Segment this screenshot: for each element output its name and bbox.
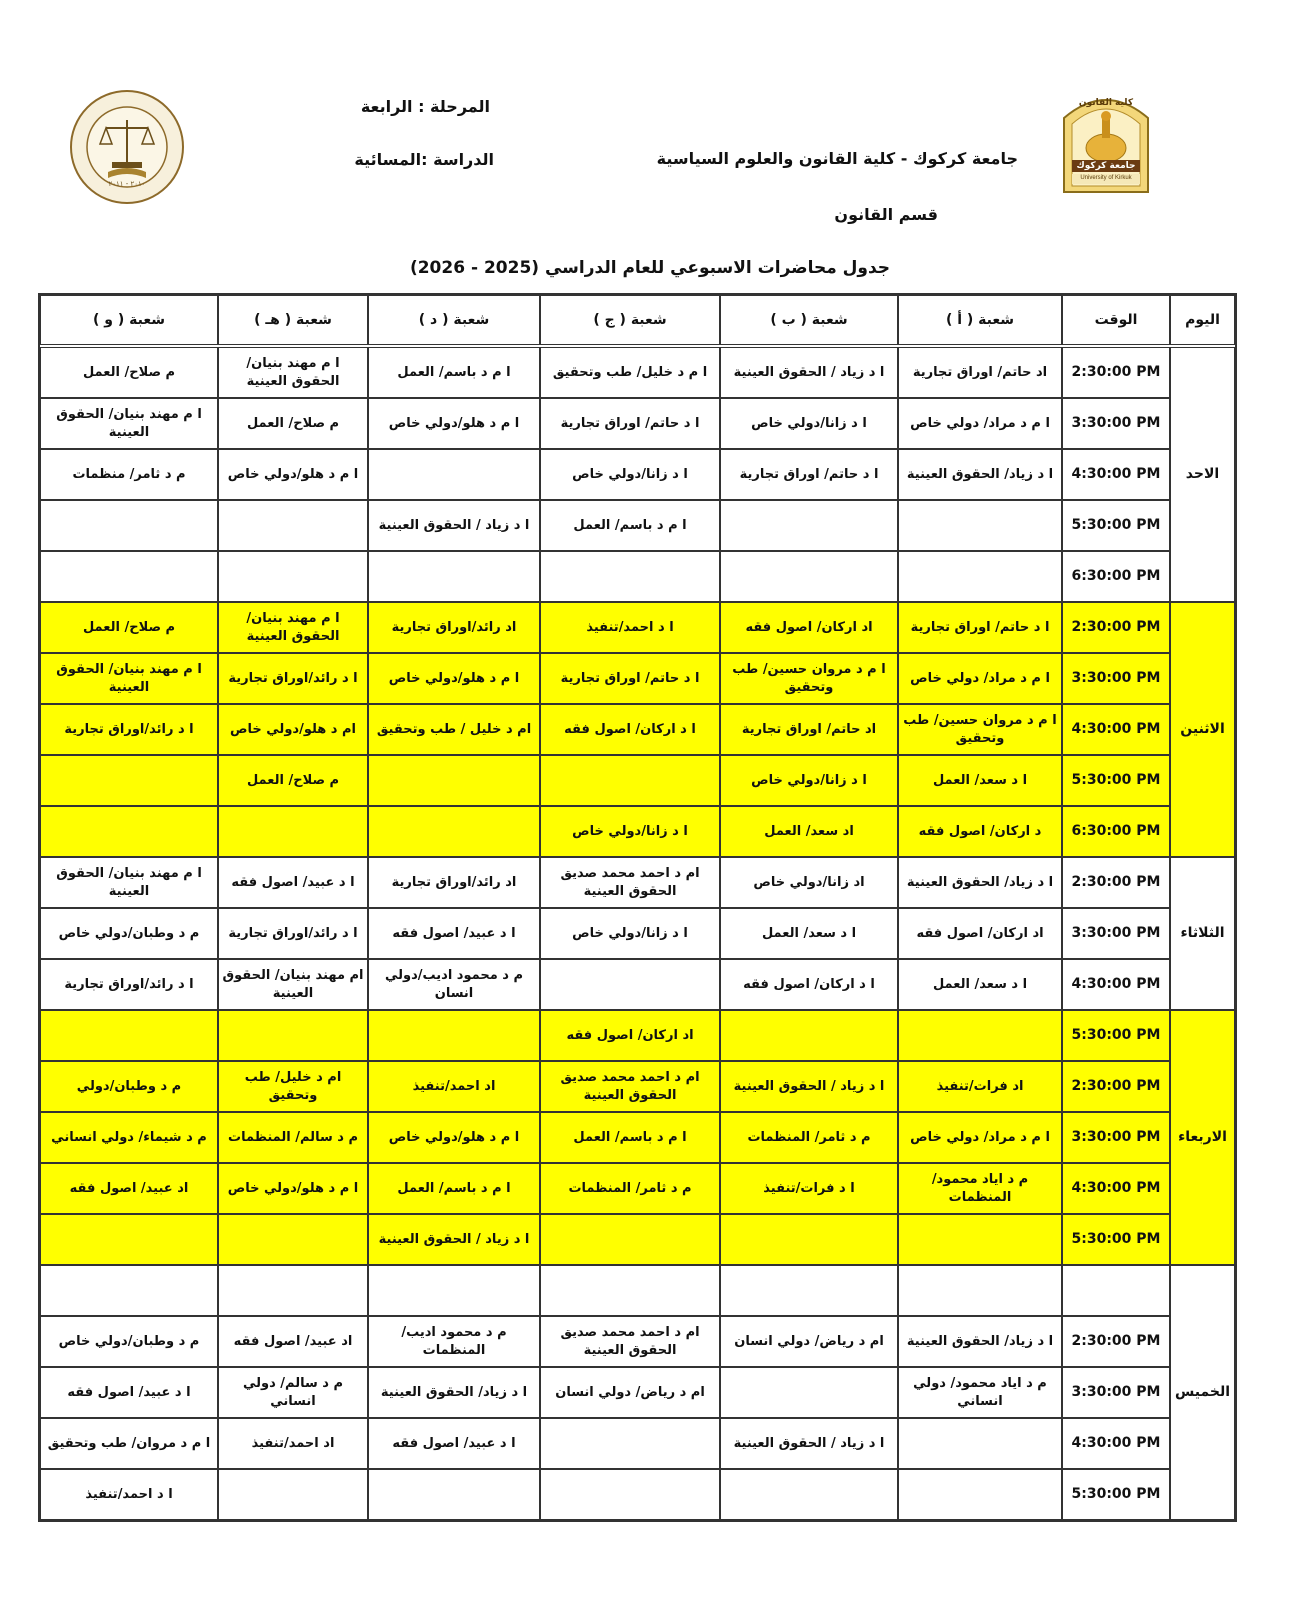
- schedule-cell: [40, 1214, 218, 1265]
- schedule-cell: [898, 551, 1062, 602]
- time-cell: 4:30:00 PM: [1062, 704, 1170, 755]
- schedule-cell: ام مهند بنيان/ الحقوق العينية: [218, 959, 368, 1010]
- schedule-cell: م صلاح/ العمل: [218, 755, 368, 806]
- schedule-cell: [218, 1265, 368, 1316]
- schedule-cell: ا د حاتم/ اوراق تجارية: [720, 449, 898, 500]
- schedule-cell: ام د هلو/دولي خاص: [218, 704, 368, 755]
- schedule-cell: ا م د باسم/ العمل: [540, 1112, 720, 1163]
- schedule-cell: ا م د هلو/دولي خاص: [218, 449, 368, 500]
- schedule-cell: [368, 551, 540, 602]
- schedule-cell: ا د زياد / الحقوق العينية: [720, 1418, 898, 1469]
- study-label: الدراسة :المسائية: [354, 150, 494, 169]
- time-cell: 2:30:00 PM: [1062, 347, 1170, 398]
- schedule-cell: م د ثامر/ منظمات: [40, 449, 218, 500]
- schedule-cell: ام د رياض/ دولي انسان: [540, 1367, 720, 1418]
- schedule-cell: [368, 1469, 540, 1520]
- schedule-cell: م صلاح/ العمل: [40, 602, 218, 653]
- schedule-cell: ا م د هلو/دولي خاص: [368, 398, 540, 449]
- schedule-cell: [368, 1010, 540, 1061]
- header-cell: الوقت: [1062, 295, 1170, 345]
- schedule-cell: اد عبيد/ اصول فقه: [218, 1316, 368, 1367]
- schedule-cell: ا د زانا/دولي خاص: [540, 449, 720, 500]
- schedule-cell: ا م مهند بنيان/ الحقوق العينية: [40, 857, 218, 908]
- schedule-cell: [540, 1265, 720, 1316]
- schedule-cell: م صلاح/ العمل: [218, 398, 368, 449]
- schedule-cell: [368, 806, 540, 857]
- schedule-cell: [898, 1214, 1062, 1265]
- schedule-cell: م د ثامر/ المنظمات: [720, 1112, 898, 1163]
- time-cell: 2:30:00 PM: [1062, 602, 1170, 653]
- schedule-cell: [720, 1010, 898, 1061]
- day-cell: الاثنين: [1170, 602, 1235, 857]
- schedule-cell: ا د رائد/اوراق تجارية: [40, 959, 218, 1010]
- header-cell: شعبة ( ج ): [540, 295, 720, 345]
- schedule-cell: ام د خليل / طب وتحقيق: [368, 704, 540, 755]
- schedule-cell: [540, 959, 720, 1010]
- seal-year: ٢٠١٠ - ٢٠١١: [108, 180, 146, 188]
- schedule-cell: [898, 1265, 1062, 1316]
- schedule-cell: [40, 1010, 218, 1061]
- time-cell: 5:30:00 PM: [1062, 500, 1170, 551]
- schedule-cell: ا د زياد/ الحقوق العينية: [368, 1367, 540, 1418]
- schedule-cell: [218, 1469, 368, 1520]
- time-cell: 6:30:00 PM: [1062, 551, 1170, 602]
- schedule-cell: م د شيماء/ دولي انساني: [40, 1112, 218, 1163]
- schedule-cell: [898, 1418, 1062, 1469]
- schedule-cell: [540, 755, 720, 806]
- university-name: جامعة كركوك - كلية القانون والعلوم السياسية: [656, 149, 1018, 168]
- schedule-cell: [540, 1214, 720, 1265]
- schedule-cell: اد سعد/ العمل: [720, 806, 898, 857]
- time-cell: 5:30:00 PM: [1062, 1010, 1170, 1061]
- logo-main-text: جامعة كركوك: [1076, 161, 1136, 171]
- college-seal-emblem: [68, 88, 186, 206]
- time-cell: 3:30:00 PM: [1062, 398, 1170, 449]
- schedule-cell: ام د احمد محمد صديق الحقوق العينية: [540, 1061, 720, 1112]
- schedule-cell: م د سالم/ دولي انساني: [218, 1367, 368, 1418]
- schedule-cell: اد عبيد/ اصول فقه: [40, 1163, 218, 1214]
- schedule-cell: ا د زياد / الحقوق العينية: [368, 500, 540, 551]
- schedule-cell: اد رائد/اوراق تجارية: [368, 857, 540, 908]
- schedule-cell: ا د زياد/ الحقوق العينية: [898, 1316, 1062, 1367]
- schedule-cell: ا د زياد / الحقوق العينية: [720, 1061, 898, 1112]
- schedule-cell: ا د زياد/ الحقوق العينية: [898, 449, 1062, 500]
- day-cell: الخميس: [1170, 1265, 1235, 1520]
- schedule-cell: [540, 1469, 720, 1520]
- time-cell: 2:30:00 PM: [1062, 1061, 1170, 1112]
- time-cell: 5:30:00 PM: [1062, 1214, 1170, 1265]
- department-name: قسم القانون: [834, 205, 938, 224]
- schedule-cell: [40, 551, 218, 602]
- schedule-cell: [368, 755, 540, 806]
- schedule-cell: ا د حاتم/ اوراق تجارية: [898, 602, 1062, 653]
- schedule-cell: [40, 755, 218, 806]
- college-seal-logo: [68, 88, 186, 206]
- schedule-cell: اد رائد/اوراق تجارية: [368, 602, 540, 653]
- schedule-cell: ا م د هلو/دولي خاص: [368, 653, 540, 704]
- schedule-cell: اد فرات/تنفيذ: [898, 1061, 1062, 1112]
- day-cell: الاربعاء: [1170, 1010, 1235, 1265]
- schedule-table: [40, 295, 1238, 1525]
- stage-label: المرحلة : الرابعة: [360, 97, 490, 116]
- day-cell: الثلاثاء: [1170, 857, 1235, 1010]
- schedule-cell: اد زانا/دولي خاص: [720, 857, 898, 908]
- schedule-cell: اد اركان/ اصول فقه: [540, 1010, 720, 1061]
- schedule-title: جدول محاضرات الاسبوعي للعام الدراسي (2025 - 2026): [409, 258, 891, 278]
- schedule-cell: ا د عبيد/ اصول فقه: [368, 1418, 540, 1469]
- schedule-cell: [40, 806, 218, 857]
- header-cell: شعبة ( د ): [368, 295, 540, 345]
- header-cell: شعبة ( أ ): [898, 295, 1062, 345]
- header-cell: شعبة ( و ): [40, 295, 218, 345]
- header-cell: شعبة ( ب ): [720, 295, 898, 345]
- schedule-cell: ا د رائد/اوراق تجارية: [40, 704, 218, 755]
- schedule-cell: ا د عبيد/ اصول فقه: [218, 857, 368, 908]
- schedule-cell: ا د فرات/تنفيذ: [720, 1163, 898, 1214]
- schedule-cell: اد حاتم/ اوراق تجارية: [898, 347, 1062, 398]
- schedule-cell: ا م مهند بنيان/ الحقوق العينية: [40, 653, 218, 704]
- time-cell: 6:30:00 PM: [1062, 806, 1170, 857]
- time-cell: 4:30:00 PM: [1062, 1418, 1170, 1469]
- schedule-cell: ا د احمد/تنفيذ: [540, 602, 720, 653]
- time-cell: 4:30:00 PM: [1062, 1163, 1170, 1214]
- time-cell: 2:30:00 PM: [1062, 1316, 1170, 1367]
- schedule-cell: [218, 1214, 368, 1265]
- schedule-cell: ا م د مروان حسين/ طب وتحقيق: [720, 653, 898, 704]
- schedule-cell: د اركان/ اصول فقه: [898, 806, 1062, 857]
- schedule-cell: ا م د باسم/ العمل: [368, 1163, 540, 1214]
- logo-sub-text: University of Kirkuk: [1080, 175, 1132, 181]
- schedule-cell: ا د زانا/دولي خاص: [540, 908, 720, 959]
- schedule-cell: ا م د باسم/ العمل: [540, 500, 720, 551]
- schedule-cell: اد اركان/ اصول فقه: [898, 908, 1062, 959]
- schedule-cell: م د اياد محمود/ المنظمات: [898, 1163, 1062, 1214]
- schedule-cell: [368, 1265, 540, 1316]
- schedule-cell: ا م مهند بنيان/ الحقوق العينية: [218, 602, 368, 653]
- time-cell: 4:30:00 PM: [1062, 449, 1170, 500]
- schedule-cell: م د سالم/ المنظمات: [218, 1112, 368, 1163]
- schedule-cell: ا د رائد/اوراق تجارية: [218, 908, 368, 959]
- time-cell: 3:30:00 PM: [1062, 653, 1170, 704]
- schedule-cell: [218, 500, 368, 551]
- schedule-cell: ام د احمد محمد صديق الحقوق العينية: [540, 1316, 720, 1367]
- schedule-cell: ا د زانا/دولي خاص: [720, 398, 898, 449]
- schedule-cell: [720, 551, 898, 602]
- schedule-cell: [218, 1010, 368, 1061]
- schedule-cell: ا د عبيد/ اصول فقه: [40, 1367, 218, 1418]
- schedule-cell: ا م د خليل/ طب وتحقيق: [540, 347, 720, 398]
- schedule-cell: ا د زياد / الحقوق العينية: [368, 1214, 540, 1265]
- schedule-cell: ام د رياض/ دولي انسان: [720, 1316, 898, 1367]
- schedule-cell: [898, 500, 1062, 551]
- schedule-cell: [720, 1214, 898, 1265]
- schedule-cell: [368, 449, 540, 500]
- schedule-cell: ا د سعد/ العمل: [898, 959, 1062, 1010]
- time-cell: 3:30:00 PM: [1062, 1367, 1170, 1418]
- schedule-cell: م د وطبان/دولي: [40, 1061, 218, 1112]
- schedule-cell: ا د حاتم/ اوراق تجارية: [540, 653, 720, 704]
- schedule-cell: اد احمد/تنفيذ: [218, 1418, 368, 1469]
- schedule-cell: ا د احمد/تنفيذ: [40, 1469, 218, 1520]
- schedule-cell: اد حاتم/ اوراق تجارية: [720, 704, 898, 755]
- schedule-cell: [898, 1010, 1062, 1061]
- schedule-cell: ا م د مراد/ دولي خاص: [898, 1112, 1062, 1163]
- schedule-cell: ا د سعد/ العمل: [898, 755, 1062, 806]
- schedule-cell: م د وطبان/دولي خاص: [40, 908, 218, 959]
- schedule-cell: ا د زياد / الحقوق العينية: [720, 347, 898, 398]
- schedule-cell: ا د سعد/ العمل: [720, 908, 898, 959]
- schedule-cell: ا م د مراد/ دولي خاص: [898, 398, 1062, 449]
- schedule-cell: ا د زانا/دولي خاص: [540, 806, 720, 857]
- schedule-cell: م د محمود اديب/ المنظمات: [368, 1316, 540, 1367]
- schedule-cell: ا د زانا/دولي خاص: [720, 755, 898, 806]
- schedule-cell: ا م د مروان/ طب وتحقيق: [40, 1418, 218, 1469]
- schedule-cell: ا د رائد/اوراق تجارية: [218, 653, 368, 704]
- schedule-cell: [40, 500, 218, 551]
- time-cell: 3:30:00 PM: [1062, 1112, 1170, 1163]
- header-cell: شعبة ( هـ ): [218, 295, 368, 345]
- schedule-cell: [720, 1265, 898, 1316]
- schedule-cell: اد احمد/تنفيذ: [368, 1061, 540, 1112]
- schedule-cell: ا د اركان/ اصول فقه: [720, 959, 898, 1010]
- schedule-cell: م د اياد محمود/ دولي انساني: [898, 1367, 1062, 1418]
- schedule-cell: ا م د هلو/دولي خاص: [368, 1112, 540, 1163]
- schedule-cell: م د وطبان/دولي خاص: [40, 1316, 218, 1367]
- day-cell: الاحد: [1170, 347, 1235, 602]
- schedule-cell: [218, 806, 368, 857]
- schedule-cell: ا م د هلو/دولي خاص: [218, 1163, 368, 1214]
- time-cell: [1062, 1265, 1170, 1316]
- schedule-cell: [720, 1367, 898, 1418]
- time-cell: 3:30:00 PM: [1062, 908, 1170, 959]
- schedule-cell: ا م د مراد/ دولي خاص: [898, 653, 1062, 704]
- schedule-cell: [218, 551, 368, 602]
- logo-top-text: كلية القانون: [1078, 98, 1134, 108]
- schedule-cell: م د ثامر/ المنظمات: [540, 1163, 720, 1214]
- schedule-cell: ا م مهند بنيان/ الحقوق العينية: [40, 398, 218, 449]
- schedule-cell: اد اركان/ اصول فقه: [720, 602, 898, 653]
- header-cell: اليوم: [1170, 295, 1235, 345]
- schedule-cell: م صلاح/ العمل: [40, 347, 218, 398]
- schedule-cell: ا د حاتم/ اوراق تجارية: [540, 398, 720, 449]
- schedule-cell: ام د خليل/ طب وتحقيق: [218, 1061, 368, 1112]
- schedule-cell: [720, 1469, 898, 1520]
- time-cell: 2:30:00 PM: [1062, 857, 1170, 908]
- schedule-cell: [40, 1265, 218, 1316]
- time-cell: 5:30:00 PM: [1062, 1469, 1170, 1520]
- schedule-cell: [720, 500, 898, 551]
- schedule-cell: ام د احمد محمد صديق الحقوق العينية: [540, 857, 720, 908]
- schedule-cell: [540, 551, 720, 602]
- schedule-cell: ا م د مروان حسين/ طب وتحقيق: [898, 704, 1062, 755]
- schedule-cell: [898, 1469, 1062, 1520]
- time-cell: 4:30:00 PM: [1062, 959, 1170, 1010]
- schedule-cell: ا د عبيد/ اصول فقه: [368, 908, 540, 959]
- schedule-cell: ا د اركان/ اصول فقه: [540, 704, 720, 755]
- schedule-cell: ا د زياد/ الحقوق العينية: [898, 857, 1062, 908]
- university-logo: [1060, 88, 1152, 196]
- time-cell: 5:30:00 PM: [1062, 755, 1170, 806]
- schedule-cell: ا م د باسم/ العمل: [368, 347, 540, 398]
- schedule-cell: ا م مهند بنيان/ الحقوق العينية: [218, 347, 368, 398]
- schedule-cell: [540, 1418, 720, 1469]
- schedule-cell: م د محمود اديب/دولي انسان: [368, 959, 540, 1010]
